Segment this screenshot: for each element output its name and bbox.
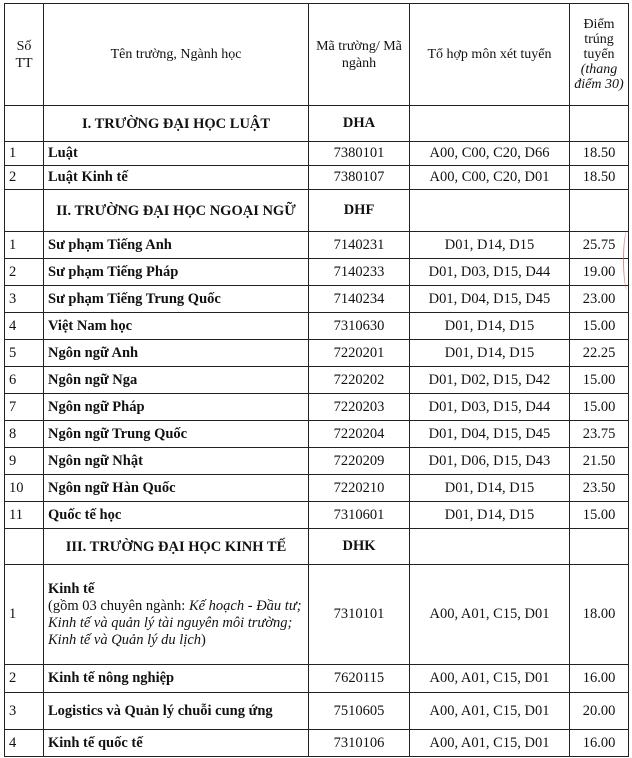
- section-row: [5, 190, 629, 232]
- row-name-text: Ngôn ngữ Pháp: [48, 398, 145, 415]
- row-name: [44, 665, 309, 693]
- row-stt: 1: [5, 565, 44, 665]
- table-row: [5, 232, 629, 259]
- row-name: [44, 232, 309, 259]
- row-name-text: Sư phạm Tiếng Pháp: [48, 263, 179, 280]
- row-name-text: Việt Nam học: [48, 317, 133, 334]
- row-stt: 8: [5, 421, 44, 448]
- row-code: 7220201: [309, 340, 410, 367]
- table-row: [5, 142, 629, 166]
- row-note-prefix: (gồm 03 chuyên ngành:: [48, 597, 189, 614]
- row-code: 7220210: [309, 475, 410, 502]
- row-stt: 1: [5, 232, 44, 259]
- header-diem-line1: Điểm trúng tuyển: [583, 17, 615, 62]
- row-name-text: Luật Kinh tế: [48, 169, 128, 185]
- row-name: [44, 448, 309, 475]
- row-stt: 10: [5, 475, 44, 502]
- row-name-text: Logistics và Quản lý chuỗi cung ứng: [48, 702, 273, 719]
- row-score: 16.00: [570, 730, 629, 757]
- section-stt: [5, 190, 44, 232]
- row-code: 7380101: [309, 142, 410, 166]
- row-code: 7220202: [309, 367, 410, 394]
- row-combo: A00, C00, C20, D01: [410, 166, 570, 190]
- row-combo: D01, D06, D15, D43: [410, 448, 570, 475]
- table-row: [5, 421, 629, 448]
- row-combo: D01, D14, D15: [410, 502, 570, 529]
- row-combo: A00, A01, C15, D01: [410, 565, 570, 665]
- table-row: [5, 166, 629, 190]
- header-row: [5, 4, 629, 106]
- admission-scores-table: [4, 3, 629, 757]
- section-score: [570, 529, 629, 565]
- row-combo: D01, D14, D15: [410, 475, 570, 502]
- row-name: [44, 421, 309, 448]
- table-row: [5, 565, 629, 665]
- table-row: [5, 693, 629, 730]
- header-stt: Số TT: [5, 4, 44, 106]
- row-score: 22.25: [570, 340, 629, 367]
- row-stt: 4: [5, 730, 44, 757]
- row-combo: A00, A01, C15, D01: [410, 665, 570, 693]
- row-name-text: Kinh tế nông nghiệp: [48, 670, 175, 686]
- row-code: 7310106: [309, 730, 410, 757]
- row-stt: 3: [5, 286, 44, 313]
- section-row: [5, 106, 629, 142]
- row-name: [44, 340, 309, 367]
- section-code: DHA: [309, 106, 410, 142]
- row-name-text: Ngôn ngữ Nhật: [48, 452, 143, 469]
- row-stt: 3: [5, 693, 44, 730]
- row-code: 7220204: [309, 421, 410, 448]
- row-code: 7510605: [309, 693, 410, 730]
- row-score: 20.00: [570, 693, 629, 730]
- row-stt: 11: [5, 502, 44, 529]
- row-name-text: Kinh tế: [48, 580, 95, 597]
- section-combo: [410, 190, 570, 232]
- row-name-text: Kinh tế quốc tế: [48, 734, 143, 751]
- section-code: DHF: [309, 190, 410, 232]
- section-title: I. TRƯỜNG ĐẠI HỌC LUẬT: [44, 106, 309, 142]
- row-stt: 2: [5, 259, 44, 286]
- row-note-italic: Kế hoạch - Đầu tư; Kinh tế và quản lý tài nguyên môi trường; Kinh tế và Quản lý du lịch: [48, 597, 302, 648]
- row-code: 7140233: [309, 259, 410, 286]
- row-stt: 1: [5, 142, 44, 166]
- header-ten: Tên trường, Ngành học: [44, 4, 309, 106]
- row-combo: D01, D14, D15: [410, 313, 570, 340]
- row-score: 18.00: [570, 565, 629, 665]
- row-combo: D01, D14, D15: [410, 232, 570, 259]
- header-tohop: Tổ hợp môn xét tuyển: [410, 4, 570, 106]
- row-combo: D01, D03, D15, D44: [410, 259, 570, 286]
- row-stt: 7: [5, 394, 44, 421]
- header-diem-line2: (thang điểm 30): [574, 62, 624, 92]
- row-name-text: Ngôn ngữ Anh: [48, 344, 139, 361]
- row-combo: D01, D04, D15, D45: [410, 286, 570, 313]
- row-combo: D01, D02, D15, D42: [410, 367, 570, 394]
- row-combo: A00, A01, C15, D01: [410, 693, 570, 730]
- row-code: 7310601: [309, 502, 410, 529]
- table-row: [5, 259, 629, 286]
- row-code: 7380107: [309, 166, 410, 190]
- row-combo: D01, D04, D15, D45: [410, 421, 570, 448]
- section-stt: [5, 106, 44, 142]
- row-code: 7310101: [309, 565, 410, 665]
- row-code: 7140234: [309, 286, 410, 313]
- row-name-text: Ngôn ngữ Hàn Quốc: [48, 479, 176, 496]
- row-name: [44, 166, 309, 190]
- section-score: [570, 190, 629, 232]
- table-row: [5, 394, 629, 421]
- row-name: [44, 502, 309, 529]
- row-name-text: Ngôn ngữ Nga: [48, 371, 138, 388]
- row-score: 23.75: [570, 421, 629, 448]
- row-stt: 9: [5, 448, 44, 475]
- table-row: [5, 665, 629, 693]
- section-combo: [410, 106, 570, 142]
- row-stt: 2: [5, 665, 44, 693]
- row-name: [44, 313, 309, 340]
- header-ma: Mã trường/ Mã ngành: [309, 4, 410, 106]
- row-combo: D01, D14, D15: [410, 340, 570, 367]
- row-score: 25.75: [570, 232, 629, 259]
- stamp-edge: [623, 230, 632, 290]
- row-score: 16.00: [570, 665, 629, 693]
- row-name: [44, 730, 309, 757]
- row-name: [44, 475, 309, 502]
- section-stt: [5, 529, 44, 565]
- row-stt: 5: [5, 340, 44, 367]
- row-score: 15.00: [570, 502, 629, 529]
- row-name-text: Sư phạm Tiếng Anh: [48, 236, 172, 253]
- table-row: [5, 448, 629, 475]
- section-combo: [410, 529, 570, 565]
- row-name: [44, 367, 309, 394]
- row-code: 7220209: [309, 448, 410, 475]
- section-score: [570, 106, 629, 142]
- section-title: II. TRƯỜNG ĐẠI HỌC NGOẠI NGỮ: [44, 190, 309, 232]
- row-name-text: Ngôn ngữ Trung Quốc: [48, 425, 188, 442]
- table-row: [5, 730, 629, 757]
- row-code: 7310630: [309, 313, 410, 340]
- table-row: [5, 286, 629, 313]
- row-score: 19.00: [570, 259, 629, 286]
- header-diem: [570, 4, 629, 106]
- row-stt: 6: [5, 367, 44, 394]
- row-score: 15.00: [570, 367, 629, 394]
- table-row: [5, 502, 629, 529]
- row-name: [44, 693, 309, 730]
- table-row: [5, 340, 629, 367]
- row-name-text: Sư phạm Tiếng Trung Quốc: [48, 290, 221, 307]
- row-score: 18.50: [570, 166, 629, 190]
- row-score: 15.00: [570, 394, 629, 421]
- table-row: [5, 475, 629, 502]
- row-score: 15.00: [570, 313, 629, 340]
- row-name: [44, 142, 309, 166]
- row-code: 7220203: [309, 394, 410, 421]
- row-code: 7620115: [309, 665, 410, 693]
- row-combo: D01, D03, D15, D44: [410, 394, 570, 421]
- row-name: [44, 286, 309, 313]
- row-stt: 4: [5, 313, 44, 340]
- row-score: 21.50: [570, 448, 629, 475]
- row-name: [44, 259, 309, 286]
- row-name: [44, 394, 309, 421]
- row-stt: 2: [5, 166, 44, 190]
- row-combo: A00, A01, C15, D01: [410, 730, 570, 757]
- row-score: 23.00: [570, 286, 629, 313]
- row-code: 7140231: [309, 232, 410, 259]
- row-name-text: Quốc tế học: [48, 506, 122, 523]
- section-title: III. TRƯỜNG ĐẠI HỌC KINH TẾ: [44, 529, 309, 565]
- row-note-suffix: ): [201, 631, 206, 648]
- row-name: [44, 565, 309, 665]
- section-row: [5, 529, 629, 565]
- row-combo: A00, C00, C20, D66: [410, 142, 570, 166]
- row-score: 18.50: [570, 142, 629, 166]
- row-score: 23.50: [570, 475, 629, 502]
- table-row: [5, 313, 629, 340]
- section-code: DHK: [309, 529, 410, 565]
- row-name-text: Luật: [48, 145, 78, 161]
- table-row: [5, 367, 629, 394]
